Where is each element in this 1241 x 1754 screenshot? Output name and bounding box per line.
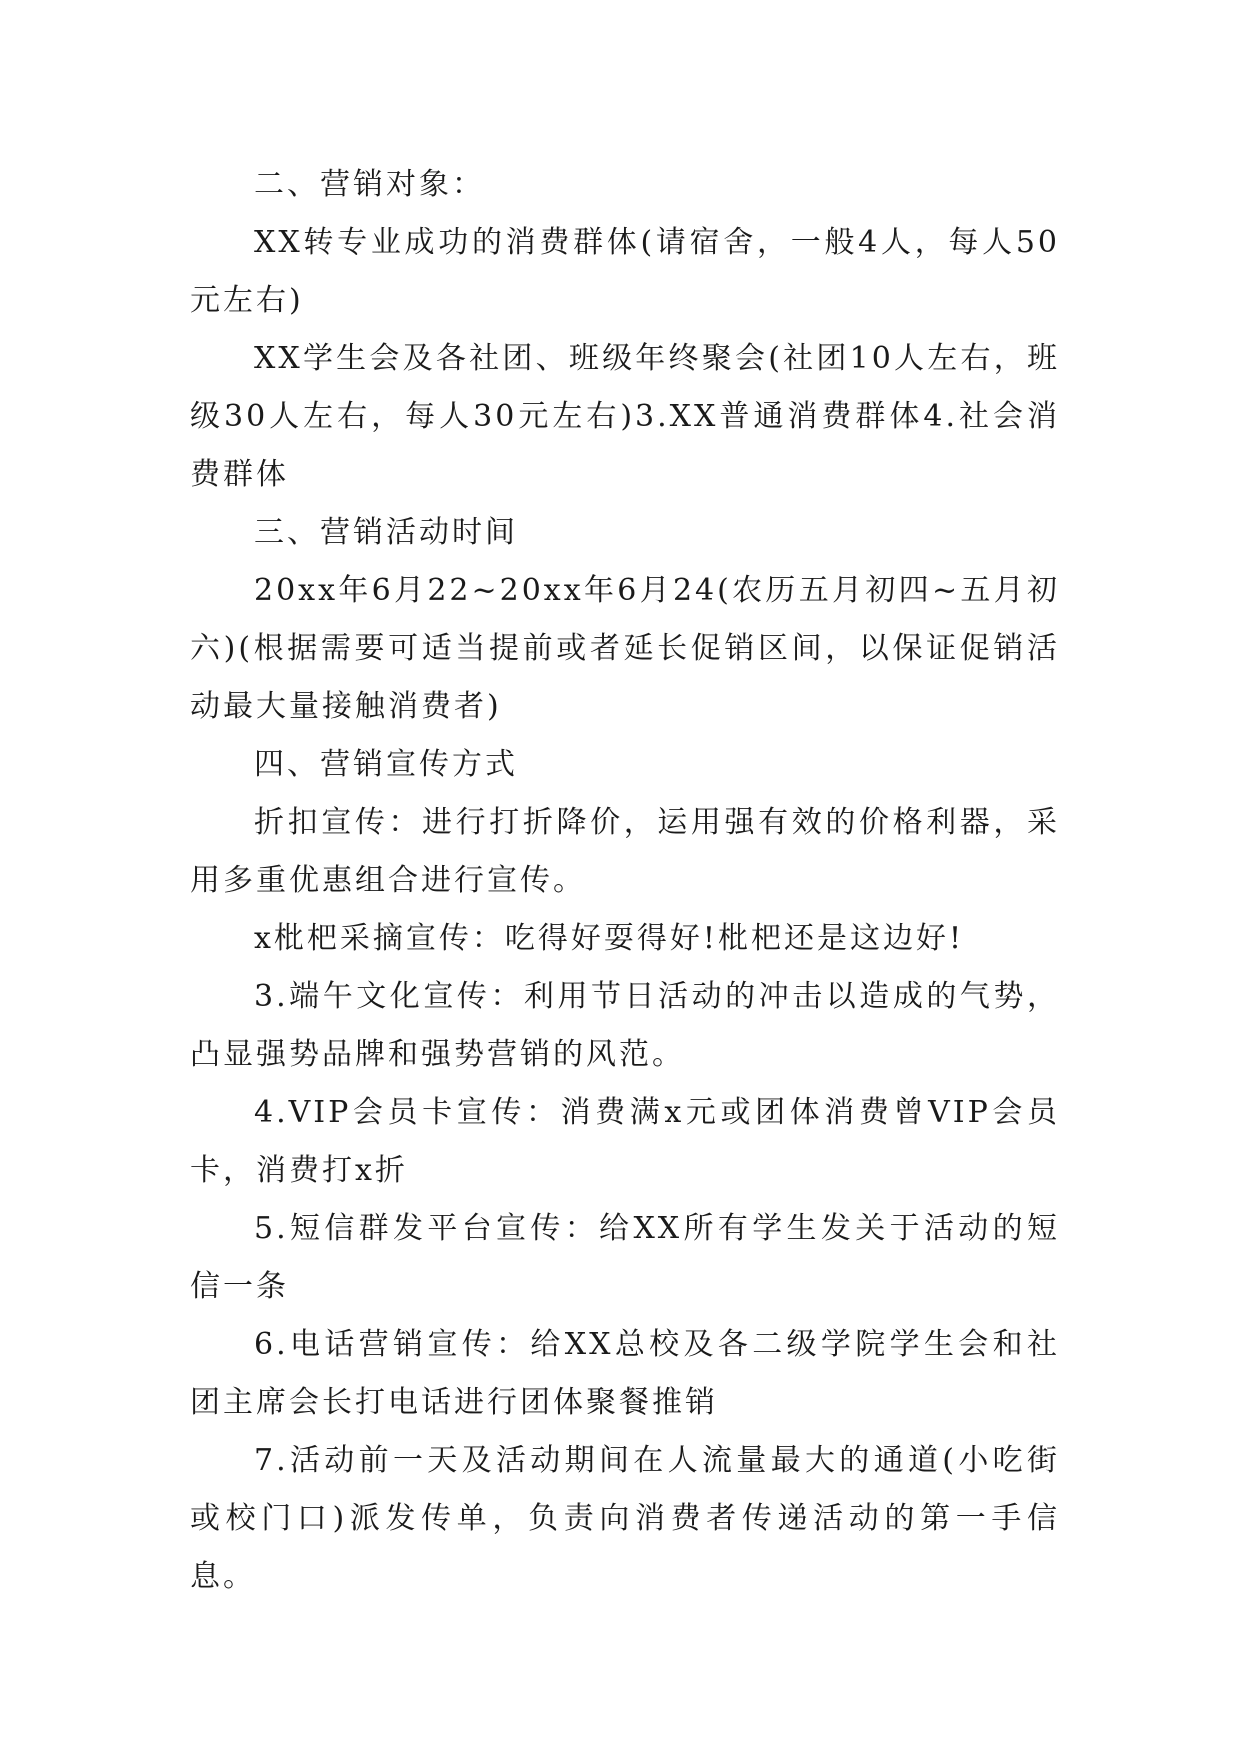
paragraph-activity-dates: 20xx年6月22~20xx年6月24(农历五月初四~五月初六)(根据需要可适当提前或者延长促销区间，以保证促销活动最大量接触消费者) [190,573,1060,724]
section-heading-promotion-methods: 四、营销宣传方式 [254,747,518,782]
paragraph-sms-broadcast: 5.短信群发平台宣传：给XX所有学生发关于活动的短信一条 [190,1211,1060,1304]
document-body [190,156,1060,1606]
paragraph-discount-promotion: 折扣宣传：进行打折降价，运用强有效的价格利器，采用多重优惠组合进行宣传。 [190,805,1060,898]
paragraph-vip-card: 4.VIP会员卡宣传：消费满x元或团体消费曾VIP会员卡，消费打x折 [190,1095,1060,1188]
section-heading-activity-time: 三、营销活动时间 [254,515,518,550]
section-heading-marketing-targets: 二、营销对象： [254,167,485,202]
paragraph-transfer-students: XX转专业成功的消费群体(请宿舍，一般4人，每人50元左右) [190,225,1060,318]
paragraph-student-union-gatherings: XX学生会及各社团、班级年终聚会(社团10人左右，班级30人左右，每人30元左右)3.XX普通消费群体4.社会消费群体 [190,341,1060,492]
paragraph-loquat-picking: x枇杷采摘宣传：吃得好耍得好!枇杷还是这边好! [254,921,965,956]
paragraph-phone-marketing: 6.电话营销宣传：给XX总校及各二级学院学生会和社团主席会长打电话进行团体聚餐推销 [190,1327,1060,1420]
paragraph-dragon-boat-culture: 3.端午文化宣传：利用节日活动的冲击以造成的气势，凸显强势品牌和强势营销的风范。 [190,979,1060,1072]
paragraph-flyer-distribution: 7.活动前一天及活动期间在人流量最大的通道(小吃街或校门口)派发传单，负责向消费者传递活动的第一手信息。 [190,1443,1060,1594]
